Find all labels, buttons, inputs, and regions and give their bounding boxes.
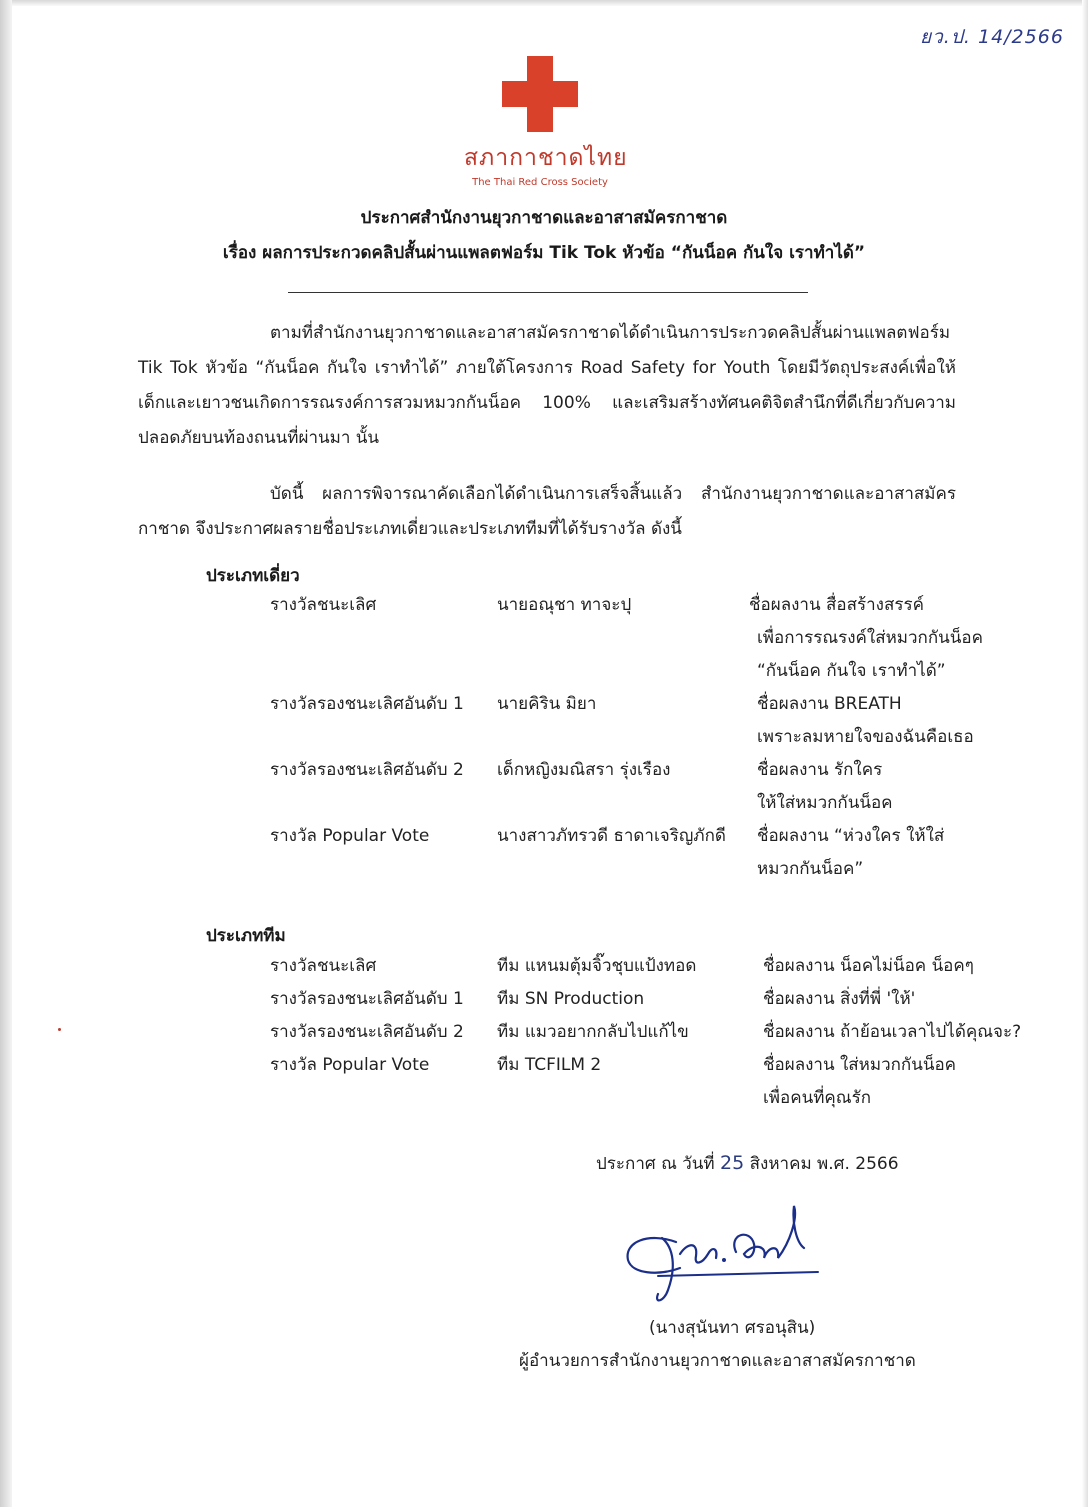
individual-winner-2: นายคิริน มิยา — [497, 694, 597, 714]
individual-winner-3: เด็กหญิงมณิสรา รุ่งเรือง — [497, 760, 671, 780]
team-award-4: รางวัล Popular Vote — [270, 1055, 430, 1075]
team-work-2-line-1: ชื่อผลงาน สิ่งที่พี่ 'ให้' — [763, 989, 916, 1009]
individual-award-1: รางวัลชนะเลิศ — [270, 595, 377, 615]
body-paragraph-2: บัดนี้ ผลการพิจารณาคัดเลือกได้ดำเนินการเสร็จสิ้นแล้ว สำนักงานยุวกาชาดและอาสาสมัครกาชาด จึงประกาศผลรายชื่อประเภทเดี่ยวและประเภททีมที่ได้รับรางวัล ดังนี้ — [138, 484, 956, 539]
individual-work-3-line-2: ให้ใส่หมวกกันน็อค — [757, 793, 893, 813]
team-work-3-line-1: ชื่อผลงาน ถ้าย้อนเวลาไปได้คุณจะ? — [763, 1022, 1022, 1042]
team-category-heading: ประเภททีม — [206, 926, 286, 946]
page-edge-top — [0, 0, 1088, 6]
red-cross-icon — [502, 56, 578, 132]
individual-work-4-line-1: ชื่อผลงาน “ห่วงใคร ให้ใส่ — [757, 826, 945, 846]
team-work-1-line-1: ชื่อผลงาน น็อคไม่น็อค น็อคๆ — [763, 956, 974, 976]
announcement-title: ประกาศสำนักงานยุวกาชาดและอาสาสมัครกาชาด — [360, 208, 728, 228]
individual-work-2-line-2: เพราะลมหายใจของฉันคือเธอ — [757, 727, 974, 747]
individual-winner-1: นายอณุชา ทาจะปุ — [497, 595, 632, 615]
team-award-1: รางวัลชนะเลิศ — [270, 956, 377, 976]
title-divider — [288, 292, 808, 293]
date-day: 25 — [720, 1152, 745, 1174]
individual-winner-4: นางสาวภัทรวดี ธาดาเจริญภักดี — [497, 826, 726, 846]
team-work-4-line-2: เพื่อคนที่คุณรัก — [763, 1088, 871, 1108]
red-cross-logo — [464, 56, 628, 188]
signatory-name: (นางสุนันทา ศรอนุสิน) — [649, 1318, 816, 1338]
team-winner-1: ทีม แหนมตุ้มจิ๊วชุบแป้งทอด — [497, 956, 697, 976]
announcement-subject: เรื่อง ผลการประกวดคลิปสั้นผ่านแพลตฟอร์ม Tik Tok หัวข้อ “กันน็อค กันใจ เราทำได้” — [222, 243, 866, 263]
individual-category-heading: ประเภทเดี่ยว — [206, 566, 300, 586]
organization-name-thai: สภากาชาดไทย — [464, 145, 628, 171]
team-work-4-line-1: ชื่อผลงาน ใส่หมวกกันน็อค — [763, 1055, 957, 1075]
individual-work-1-line-3: “กันน็อค กันใจ เราทำได้” — [757, 661, 946, 681]
signatory-title: ผู้อำนวยการสำนักงานยุวกาชาดและอาสาสมัครกาชาด — [519, 1351, 916, 1371]
team-winner-4: ทีม TCFILM 2 — [497, 1055, 602, 1075]
individual-work-2-line-1: ชื่อผลงาน BREATH — [757, 694, 902, 714]
individual-work-1-line-2: เพื่อการรณรงค์ใส่หมวกกันน็อค — [757, 628, 983, 648]
individual-work-4-line-2: หมวกกันน็อค” — [757, 859, 864, 879]
date-prefix: ประกาศ ณ วันที่ — [596, 1154, 715, 1174]
document-number: ยว.ป. 14/2566 — [920, 26, 1064, 48]
team-award-3: รางวัลรองชนะเลิศอันดับ 2 — [270, 1022, 464, 1042]
team-winner-3: ทีม แมวอยากกลับไปแก้ไข — [497, 1022, 689, 1042]
individual-work-3-line-1: ชื่อผลงาน รักใคร — [757, 760, 883, 780]
organization-name-english: The Thai Red Cross Society — [472, 177, 608, 188]
date-suffix: สิงหาคม พ.ศ. 2566 — [749, 1154, 899, 1174]
team-award-2: รางวัลรองชนะเลิศอันดับ 1 — [270, 989, 464, 1009]
body-paragraph-1: ตามที่สำนักงานยุวกาชาดและอาสาสมัครกาชาดได้ดำเนินการประกวดคลิปสั้นผ่านแพลตฟอร์ม Tik Tok หัวข้อ “กันน็อค กันใจ เราทำได้” ภายใต้โครงการ Road Safety for Youth โดยมีวัตถุประสงค์เพื่อให้เด็กและเยาวชนเกิดการรณรงค์การสวมหมวกกันน็อค 100% และเสริมสร้างทัศนคติจิตสำนึกที่ดีเกี่ยวกับความปลอดภัยบนท้องถนนที่ผ่านมา นั้น — [138, 323, 956, 448]
individual-award-4: รางวัล Popular Vote — [270, 826, 430, 846]
individual-award-2: รางวัลรองชนะเลิศอันดับ 1 — [270, 694, 464, 714]
individual-award-3: รางวัลรองชนะเลิศอันดับ 2 — [270, 760, 464, 780]
stray-mark — [58, 1028, 61, 1031]
team-winner-2: ทีม SN Production — [497, 989, 645, 1009]
announcement-date — [596, 1150, 899, 1177]
handwritten-signature — [618, 1198, 828, 1308]
individual-work-1-line-1: ชื่อผลงาน สื่อสร้างสรรค์ — [749, 595, 924, 615]
